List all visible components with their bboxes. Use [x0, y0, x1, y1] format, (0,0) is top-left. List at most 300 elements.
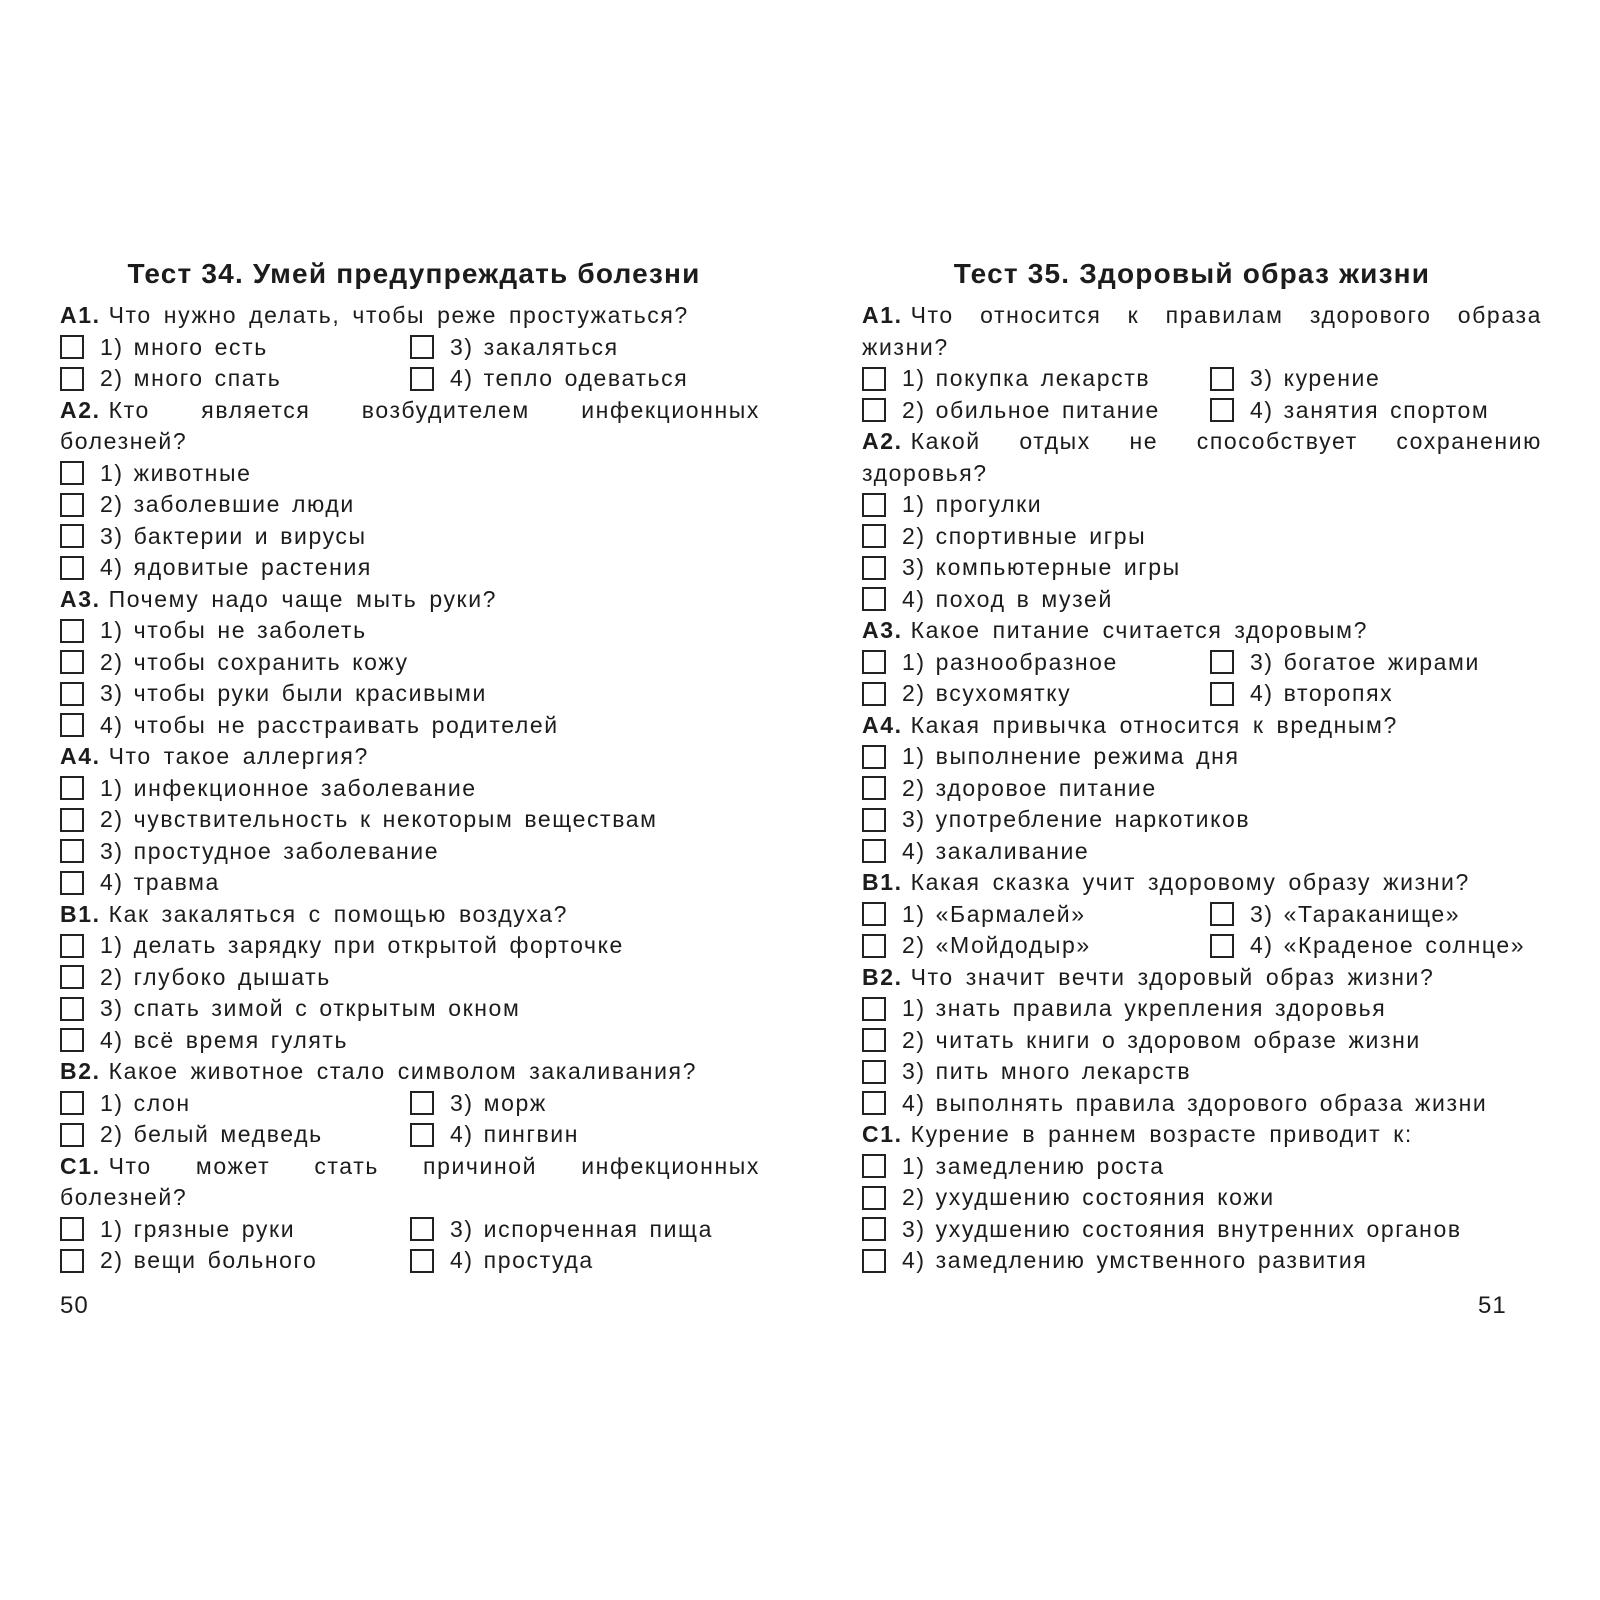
question-id: B1.: [862, 869, 903, 895]
option-number: 4): [902, 837, 926, 864]
option-number: 2): [902, 522, 926, 549]
answer-option[interactable]: [862, 1182, 1542, 1214]
option-number: 3): [100, 522, 124, 549]
question-label: Какая привычка относится к вредным?: [910, 711, 1398, 738]
question-label: Какое питание считается здоровым?: [910, 617, 1368, 643]
option-number: 4): [450, 1121, 474, 1148]
checkbox[interactable]: [60, 808, 84, 832]
checkbox[interactable]: [60, 524, 84, 548]
option-number: 1): [902, 648, 926, 675]
checkbox[interactable]: [1210, 902, 1234, 926]
answer-options: [862, 647, 1542, 710]
option-label: «Тараканище»: [1283, 900, 1461, 927]
checkbox[interactable]: [862, 808, 886, 832]
answer-option[interactable]: [862, 1056, 1542, 1088]
test-title: Тест 34. Умей предупреждать болезни: [127, 258, 701, 289]
checkbox[interactable]: [60, 871, 84, 895]
answer-option[interactable]: [60, 1088, 410, 1120]
answer-option[interactable]: [862, 773, 1542, 805]
question-label: Какая сказка учит здоровому образу жизни?: [910, 869, 1470, 895]
question-label: Что такое аллергия?: [108, 743, 369, 769]
option-label: занятия спортом: [1283, 396, 1490, 423]
answer-option[interactable]: [862, 804, 1542, 836]
option-number: 1): [100, 932, 124, 959]
question-id: B2.: [862, 963, 903, 990]
checkbox[interactable]: [60, 934, 84, 958]
option-number: 1): [100, 774, 124, 801]
answer-option[interactable]: [862, 647, 1210, 679]
option-label: «Мойдодыр»: [935, 932, 1091, 959]
checkbox[interactable]: [60, 493, 84, 517]
answer-option[interactable]: [410, 363, 760, 395]
checkbox[interactable]: [60, 1028, 84, 1052]
question-a1: [60, 300, 760, 395]
question-id: B1.: [60, 900, 101, 927]
checkbox[interactable]: [410, 1217, 434, 1241]
checkbox[interactable]: [862, 776, 886, 800]
answer-option[interactable]: [410, 1245, 760, 1277]
answer-option[interactable]: [862, 1214, 1542, 1246]
right-page: [862, 252, 1542, 1277]
option-number: 1): [902, 1152, 926, 1179]
checkbox[interactable]: [862, 1186, 886, 1210]
answer-option[interactable]: [862, 1025, 1542, 1057]
checkbox[interactable]: [862, 367, 886, 391]
answer-option[interactable]: [60, 1214, 410, 1246]
question-id: B2.: [60, 1058, 101, 1084]
checkbox[interactable]: [60, 650, 84, 674]
option-number: 3): [902, 806, 926, 833]
option-number: 3): [902, 554, 926, 581]
option-label: употребление наркотиков: [935, 806, 1251, 833]
question-label: Кто является возбудителем инфекционных болезней?: [60, 396, 760, 454]
question-c1: [60, 1151, 760, 1277]
question-list: [862, 300, 1542, 1277]
checkbox[interactable]: [1210, 650, 1234, 674]
checkbox[interactable]: [60, 682, 84, 706]
question-text: [862, 1119, 1542, 1151]
answer-option[interactable]: [862, 741, 1542, 773]
option-label: травма: [133, 869, 220, 896]
answer-options: [60, 1088, 760, 1151]
answer-option[interactable]: [862, 489, 1542, 521]
checkbox[interactable]: [862, 1217, 886, 1241]
answer-option[interactable]: [60, 1025, 760, 1057]
answer-option[interactable]: [60, 458, 760, 490]
option-number: 2): [902, 774, 926, 801]
question-label: Почему надо чаще мыть руки?: [108, 585, 498, 612]
checkbox[interactable]: [862, 650, 886, 674]
answer-options: [862, 489, 1542, 615]
answer-option[interactable]: [60, 710, 760, 742]
answer-option[interactable]: [862, 395, 1210, 427]
option-label: спать зимой с открытым окном: [133, 995, 521, 1022]
question-id: A3.: [60, 585, 101, 612]
option-number: 1): [100, 617, 124, 644]
option-label: обильное питание: [935, 396, 1160, 423]
option-number: 3): [1250, 648, 1274, 675]
option-label: пингвин: [483, 1121, 580, 1148]
checkbox[interactable]: [60, 367, 84, 391]
checkbox[interactable]: [60, 965, 84, 989]
option-number: 2): [100, 1121, 124, 1148]
question-id: C1.: [60, 1152, 101, 1179]
option-number: 2): [100, 491, 124, 518]
checkbox[interactable]: [862, 997, 886, 1021]
checkbox[interactable]: [410, 1249, 434, 1273]
page-number: 51: [1478, 1292, 1507, 1319]
question-label: Какое животное стало символом закаливания?: [108, 1058, 697, 1084]
option-label: «Краденое солнце»: [1283, 932, 1526, 959]
option-label: компьютерные игры: [935, 554, 1181, 581]
checkbox[interactable]: [60, 1217, 84, 1241]
option-label: разнообразное: [935, 648, 1118, 675]
checkbox[interactable]: [60, 1249, 84, 1273]
checkbox[interactable]: [862, 1060, 886, 1084]
answer-option[interactable]: [862, 1088, 1542, 1120]
answer-option[interactable]: [60, 615, 760, 647]
checkbox[interactable]: [862, 1154, 886, 1178]
option-label: пить много лекарств: [935, 1058, 1192, 1085]
checkbox[interactable]: [60, 1123, 84, 1147]
answer-option[interactable]: [1210, 363, 1542, 395]
option-number: 1): [902, 491, 926, 518]
option-label: чтобы не заболеть: [133, 617, 367, 644]
option-number: 2): [100, 806, 124, 833]
answer-option[interactable]: [410, 1088, 760, 1120]
option-number: 3): [100, 995, 124, 1022]
option-label: вещи больного: [133, 1247, 318, 1274]
option-number: 3): [100, 680, 124, 707]
answer-option[interactable]: [60, 867, 760, 899]
checkbox[interactable]: [862, 1091, 886, 1115]
option-label: покупка лекарств: [935, 365, 1151, 392]
option-label: простудное заболевание: [133, 837, 440, 864]
question-id: A4.: [60, 743, 101, 769]
question-b1: [862, 867, 1542, 962]
question-text: [862, 867, 1542, 899]
option-number: 1): [100, 459, 124, 486]
option-number: 2): [100, 648, 124, 675]
question-a3: [862, 615, 1542, 710]
option-number: 3): [902, 1215, 926, 1242]
option-number: 4): [450, 1247, 474, 1274]
option-label: выполнение режима дня: [935, 743, 1240, 770]
checkbox[interactable]: [60, 713, 84, 737]
option-number: 3): [1250, 900, 1274, 927]
answer-option[interactable]: [862, 930, 1210, 962]
question-c1: [862, 1119, 1542, 1277]
option-number: 4): [1250, 396, 1274, 423]
option-number: 3): [450, 1089, 474, 1116]
option-number: 4): [902, 1247, 926, 1274]
answer-options: [60, 1214, 760, 1277]
question-text: [60, 300, 760, 332]
option-number: 3): [450, 333, 474, 360]
checkbox[interactable]: [410, 335, 434, 359]
answer-option[interactable]: [862, 584, 1542, 616]
question-label: Курение в раннем возрасте приводит к:: [910, 1121, 1413, 1147]
answer-option[interactable]: [60, 773, 760, 805]
answer-option[interactable]: [410, 332, 760, 364]
answer-option[interactable]: [862, 678, 1210, 710]
option-label: грязные руки: [133, 1215, 296, 1242]
question-list: [60, 300, 760, 1277]
checkbox[interactable]: [862, 1249, 886, 1273]
question-id: C1.: [862, 1121, 903, 1147]
checkbox[interactable]: [862, 398, 886, 422]
option-number: 1): [902, 900, 926, 927]
answer-option[interactable]: [1210, 647, 1542, 679]
option-label: прогулки: [935, 491, 1043, 518]
question-label: Что значит вечти здоровый образ жизни?: [910, 963, 1435, 990]
option-label: бактерии и вирусы: [133, 522, 367, 549]
checkbox[interactable]: [1210, 398, 1234, 422]
answer-options: [862, 363, 1542, 426]
option-label: заболевшие люди: [133, 491, 355, 518]
question-a1: [862, 300, 1542, 426]
answer-option[interactable]: [60, 804, 760, 836]
checkbox[interactable]: [60, 619, 84, 643]
answer-options: [862, 993, 1542, 1119]
option-label: закаляться: [483, 333, 619, 360]
answer-option[interactable]: [60, 521, 760, 553]
question-text: [60, 1151, 760, 1214]
answer-option[interactable]: [60, 962, 760, 994]
option-label: спортивные игры: [935, 522, 1147, 549]
option-number: 3): [100, 837, 124, 864]
question-a2: [60, 395, 760, 584]
answer-option[interactable]: [862, 1245, 1542, 1277]
question-a3: [60, 584, 760, 742]
checkbox[interactable]: [862, 682, 886, 706]
answer-option[interactable]: [862, 363, 1210, 395]
checkbox[interactable]: [60, 1091, 84, 1115]
option-label: много есть: [133, 333, 268, 360]
option-number: 2): [902, 1184, 926, 1211]
option-number: 3): [450, 1215, 474, 1242]
question-b2: [60, 1056, 760, 1151]
answer-option[interactable]: [410, 1214, 760, 1246]
checkbox[interactable]: [862, 902, 886, 926]
checkbox[interactable]: [862, 934, 886, 958]
checkbox[interactable]: [1210, 682, 1234, 706]
checkbox[interactable]: [862, 587, 886, 611]
question-text: [862, 615, 1542, 647]
checkbox[interactable]: [862, 524, 886, 548]
option-label: простуда: [483, 1247, 594, 1274]
option-label: животные: [133, 459, 252, 486]
option-label: белый медведь: [133, 1121, 323, 1148]
page-number: 50: [60, 1292, 89, 1319]
answer-option[interactable]: [862, 993, 1542, 1025]
option-label: слон: [133, 1089, 191, 1116]
answer-option[interactable]: [60, 332, 410, 364]
option-number: 4): [902, 1089, 926, 1116]
answer-options: [862, 899, 1542, 962]
question-id: A1.: [60, 302, 101, 328]
option-number: 2): [100, 365, 124, 392]
question-text: [60, 741, 760, 773]
answer-option[interactable]: [862, 552, 1542, 584]
option-number: 1): [902, 995, 926, 1022]
option-number: 4): [100, 711, 124, 738]
checkbox[interactable]: [60, 997, 84, 1021]
option-label: чувствительность к некоторым веществам: [133, 806, 658, 833]
option-number: 3): [1250, 365, 1274, 392]
option-label: замедлению умственного развития: [935, 1247, 1368, 1274]
option-label: ухудшению состояния внутренних органов: [935, 1215, 1462, 1242]
option-label: замедлению роста: [935, 1152, 1165, 1179]
option-label: всё время гулять: [133, 1026, 349, 1053]
option-label: тепло одеваться: [483, 365, 689, 392]
checkbox[interactable]: [1210, 367, 1234, 391]
answer-option[interactable]: [1210, 899, 1542, 931]
option-label: чтобы руки были красивыми: [133, 680, 487, 707]
option-number: 1): [902, 365, 926, 392]
answer-option[interactable]: [60, 489, 760, 521]
answer-option[interactable]: [60, 363, 410, 395]
option-number: 4): [100, 869, 124, 896]
option-number: 2): [902, 680, 926, 707]
answer-option[interactable]: [1210, 930, 1542, 962]
option-number: 3): [902, 1058, 926, 1085]
option-label: инфекционное заболевание: [133, 774, 477, 801]
question-label: Какой отдых не способствует сохранению здоровья?: [862, 428, 1542, 486]
option-label: морж: [483, 1089, 547, 1116]
option-label: чтобы не расстраивать родителей: [133, 711, 559, 738]
option-label: делать зарядку при открытой форточке: [133, 932, 624, 959]
option-label: «Бармалей»: [935, 900, 1086, 927]
question-text: [60, 1056, 760, 1088]
answer-option[interactable]: [60, 993, 760, 1025]
question-label: Что может стать причиной инфекционных болезней?: [60, 1152, 760, 1210]
left-page: [60, 252, 760, 1277]
answer-options: [60, 458, 760, 584]
option-label: закаливание: [935, 837, 1090, 864]
question-text: [60, 584, 760, 616]
question-id: A2.: [60, 396, 101, 423]
checkbox[interactable]: [862, 1028, 886, 1052]
checkbox[interactable]: [60, 556, 84, 580]
question-a2: [862, 426, 1542, 615]
question-text: [862, 426, 1542, 489]
answer-options: [862, 741, 1542, 867]
checkbox[interactable]: [60, 839, 84, 863]
answer-option[interactable]: [862, 1151, 1542, 1183]
option-label: чтобы сохранить кожу: [133, 648, 409, 675]
question-id: A3.: [862, 617, 903, 643]
answer-option[interactable]: [60, 1119, 410, 1151]
option-label: ядовитые растения: [133, 554, 372, 581]
answer-option[interactable]: [1210, 395, 1542, 427]
question-b1: [60, 899, 760, 1057]
answer-option[interactable]: [60, 552, 760, 584]
option-number: 1): [902, 743, 926, 770]
answer-option[interactable]: [862, 521, 1542, 553]
question-label: Что нужно делать, чтобы реже простужаться?: [108, 302, 689, 328]
checkbox[interactable]: [862, 493, 886, 517]
option-label: всухомятку: [935, 680, 1072, 707]
answer-options: [862, 1151, 1542, 1277]
question-text: [60, 899, 760, 931]
checkbox[interactable]: [410, 367, 434, 391]
option-label: выполнять правила здорового образа жизни: [935, 1089, 1488, 1116]
checkbox[interactable]: [862, 839, 886, 863]
answer-option[interactable]: [862, 836, 1542, 868]
answer-options: [60, 615, 760, 741]
question-id: A4.: [862, 711, 903, 738]
checkbox[interactable]: [60, 335, 84, 359]
option-number: 1): [100, 1089, 124, 1116]
option-label: курение: [1283, 365, 1381, 392]
option-label: поход в музей: [935, 585, 1113, 612]
answer-option[interactable]: [862, 899, 1210, 931]
option-label: знать правила укрепления здоровья: [935, 995, 1387, 1022]
checkbox[interactable]: [862, 745, 886, 769]
option-number: 4): [1250, 932, 1274, 959]
option-number: 1): [100, 1215, 124, 1242]
answer-option[interactable]: [410, 1119, 760, 1151]
option-number: 4): [450, 365, 474, 392]
answer-option[interactable]: [60, 647, 760, 679]
question-id: A1.: [862, 302, 903, 328]
option-number: 1): [100, 333, 124, 360]
option-number: 4): [902, 585, 926, 612]
option-label: читать книги о здоровом образе жизни: [935, 1026, 1421, 1053]
option-number: 2): [902, 396, 926, 423]
question-a4: [862, 710, 1542, 868]
option-number: 2): [902, 932, 926, 959]
question-text: [862, 710, 1542, 742]
answer-options: [60, 773, 760, 899]
answer-option[interactable]: [60, 930, 760, 962]
question-label: Как закаляться с помощью воздуха?: [108, 900, 569, 927]
question-text: [862, 300, 1542, 363]
question-text: [60, 395, 760, 458]
answer-option[interactable]: [60, 1245, 410, 1277]
checkbox[interactable]: [60, 461, 84, 485]
option-number: 4): [100, 554, 124, 581]
checkbox[interactable]: [410, 1123, 434, 1147]
option-number: 2): [902, 1026, 926, 1053]
option-label: второпях: [1283, 680, 1394, 707]
checkbox[interactable]: [862, 556, 886, 580]
option-label: здоровое питание: [935, 774, 1157, 801]
checkbox[interactable]: [410, 1091, 434, 1115]
question-text: [862, 962, 1542, 994]
option-number: 4): [100, 1026, 124, 1053]
option-label: испорченная пища: [483, 1215, 713, 1242]
test-title: Тест 35. Здоровый образ жизни: [953, 258, 1431, 289]
option-label: богатое жирами: [1283, 648, 1480, 675]
checkbox[interactable]: [60, 776, 84, 800]
option-label: глубоко дышать: [133, 963, 331, 990]
option-number: 4): [1250, 680, 1274, 707]
option-label: много спать: [133, 365, 282, 392]
answer-options: [60, 930, 760, 1056]
answer-options: [60, 332, 760, 395]
question-id: A2.: [862, 428, 903, 454]
question-b2: [862, 962, 1542, 1120]
option-number: 2): [100, 963, 124, 990]
option-label: ухудшению состояния кожи: [935, 1184, 1275, 1211]
question-label: Что относится к правилам здорового образа жизни?: [862, 302, 1542, 360]
answer-option[interactable]: [60, 836, 760, 868]
answer-option[interactable]: [60, 678, 760, 710]
checkbox[interactable]: [1210, 934, 1234, 958]
answer-option[interactable]: [1210, 678, 1542, 710]
